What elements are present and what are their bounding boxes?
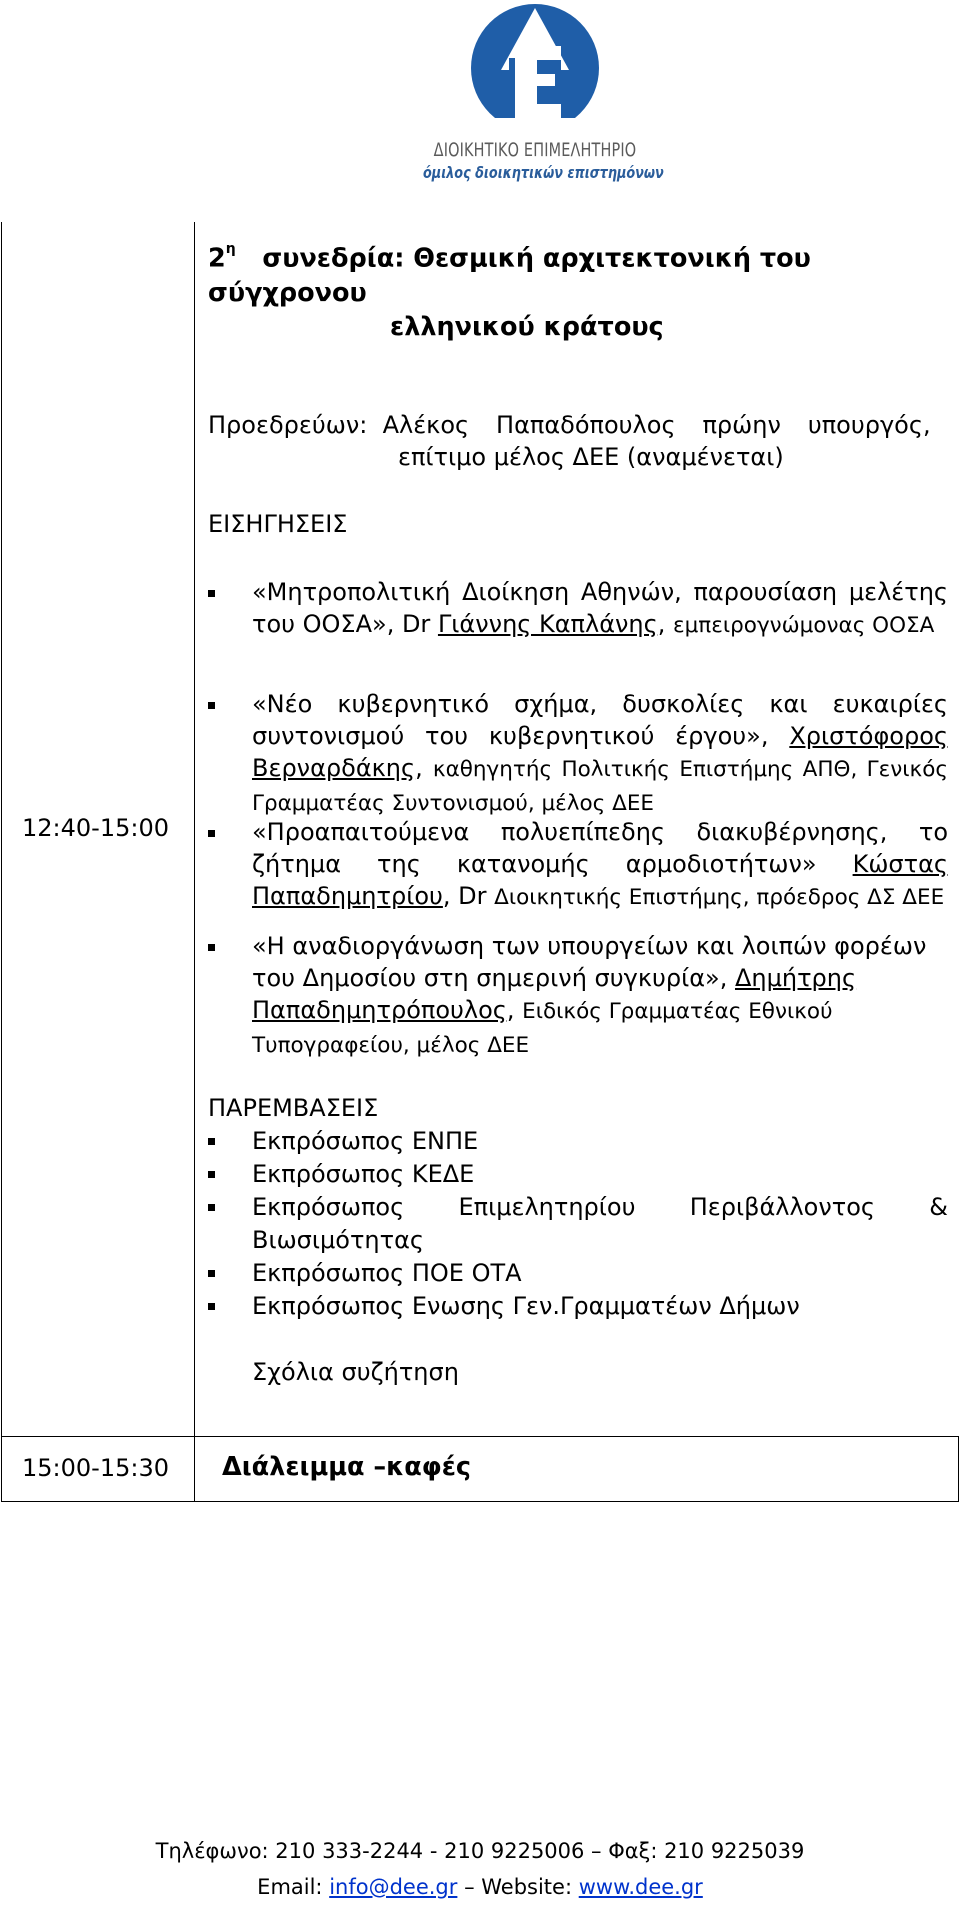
bullet-icon (208, 1138, 215, 1145)
footer-phone-fax: Τηλέφωνο: 210 333-2244 - 210 9225006 – Φαξ: 210 9225039 (155, 1839, 805, 1863)
speaker-role: Διοικητικής Επιστήμης, πρόεδρος ΔΣ ΔΕΕ (494, 885, 945, 910)
organization-logo (395, 0, 675, 185)
speaker-role: εμπειρογνώμονας ΟΟΣΑ (673, 613, 935, 638)
talk-sep: , (415, 754, 433, 782)
interventions-list (208, 1125, 948, 1323)
break-time: 15:00-15:30 (22, 1454, 169, 1482)
talks-heading: ΕΙΣΗΓΗΣΕΙΣ (208, 510, 348, 538)
bullet-icon (208, 1270, 215, 1277)
talk-sep: , Dr (442, 882, 495, 910)
bullet-icon (208, 1204, 215, 1211)
chair-line2: επίτιμο μέλος ΔΕΕ (αναμένεται) (398, 443, 784, 471)
logo-emblem-icon (465, 0, 605, 140)
discussion-label: Σχόλια συζήτηση (252, 1358, 459, 1386)
session-chair (208, 409, 948, 473)
talk-title: «Νέο κυβερνητικό σχήμα, δυσκολίες και ευκαιρίες συντονισμού του κυβερνητικού έργου», (252, 690, 948, 750)
logo-subtitle: όμιλος διοικητικών επιστημόνων (423, 163, 664, 182)
break-title: Διάλειμμα –καφές (222, 1452, 472, 1482)
session-number: 2 (208, 243, 226, 274)
table-border-bottom (1, 1501, 959, 1502)
table-border-right (958, 1436, 959, 1502)
email-label: Email: (257, 1875, 330, 1899)
chair-label: Προεδρεύων: (208, 411, 368, 439)
contact-footer (0, 1833, 960, 1905)
talk-sep: , (657, 610, 673, 638)
talk-title: «Προαπαιτούμενα πολυεπίπεδης διακυβέρνησης, το ζήτημα της κατανομής αρμοδιοτήτων» (252, 818, 948, 878)
session-time: 12:40-15:00 (22, 814, 169, 842)
talk-title: «Η αναδιοργάνωση των υπουργείων και λοιπών φορέων του Δημοσίου στη σημερινή συγκυρία», (252, 932, 927, 992)
session-title-line1: συνεδρία: Θεσμική αρχιτεκτονική του σύγχρονου (208, 243, 811, 308)
bullet-icon (208, 944, 215, 951)
list-item: Εκπρόσωπος ΚΕΔΕ (208, 1158, 948, 1191)
bullet-icon (208, 830, 215, 837)
list-item: Εκπρόσωπος Ενωσης Γεν.Γραμματέων Δήμων (208, 1290, 948, 1323)
session-title-line2: ελληνικού κράτους (390, 311, 664, 342)
footer-email-web (0, 1869, 960, 1905)
bullet-icon (208, 1171, 215, 1178)
speaker-role: καθηγητής Πολιτικής Επιστήμης ΑΠΘ, Γενικός Γραμματέας Συντονισμού, μέλος ΔΕΕ (252, 757, 948, 816)
bullet-icon (208, 702, 215, 709)
speaker-name: Χριστόφορος Βερναρδάκης (252, 722, 948, 782)
talk-title: «Μητροπολιτική Διοίκηση Αθηνών, παρουσίαση μελέτης του ΟΟΣΑ», Dr (252, 578, 948, 638)
list-item: Εκπρόσωπος ΕΝΠΕ (208, 1125, 948, 1158)
email-link[interactable]: info@dee.gr (329, 1875, 458, 1899)
table-row-divider (1, 1436, 959, 1437)
website-label: – Website: (457, 1875, 579, 1899)
session-title (208, 236, 948, 344)
table-border-left (1, 222, 2, 1502)
interventions-heading: ΠΑΡΕΜΒΑΣΕΙΣ (208, 1094, 379, 1122)
list-item: Εκπρόσωπος ΠΟΕ ΟΤΑ (208, 1257, 948, 1290)
speaker-name: Κώστας Παπαδημητρίου (252, 850, 948, 910)
bullet-icon (208, 590, 215, 597)
speaker-name: Γιάννης Καπλάνης (437, 610, 658, 638)
talk-sep: , (506, 996, 523, 1024)
session-number-suffix: η (225, 241, 236, 257)
bullet-icon (208, 1303, 215, 1310)
speaker-name: Δημήτρης Παπαδημητρόπουλος (252, 964, 857, 1024)
list-item-continuation: Βιωσιμότητας (252, 1226, 424, 1254)
list-item: Εκπρόσωπος Επιμελητηρίου Περιβάλλοντος & (208, 1191, 948, 1224)
chair-line1: Αλέκος Παπαδόπουλος πρώην υπουργός, (382, 411, 931, 439)
website-link[interactable]: www.dee.gr (578, 1875, 703, 1899)
speaker-role: Ειδικός Γραμματέας Εθνικού Τυπογραφείου, μέλος ΔΕΕ (252, 999, 833, 1058)
logo-organization-name: ΔΙΟΙΚΗΤΙΚΟ ΕΠΙΜΕΛΗΤΗΡΙΟ (433, 140, 637, 161)
table-column-divider (194, 222, 195, 1502)
